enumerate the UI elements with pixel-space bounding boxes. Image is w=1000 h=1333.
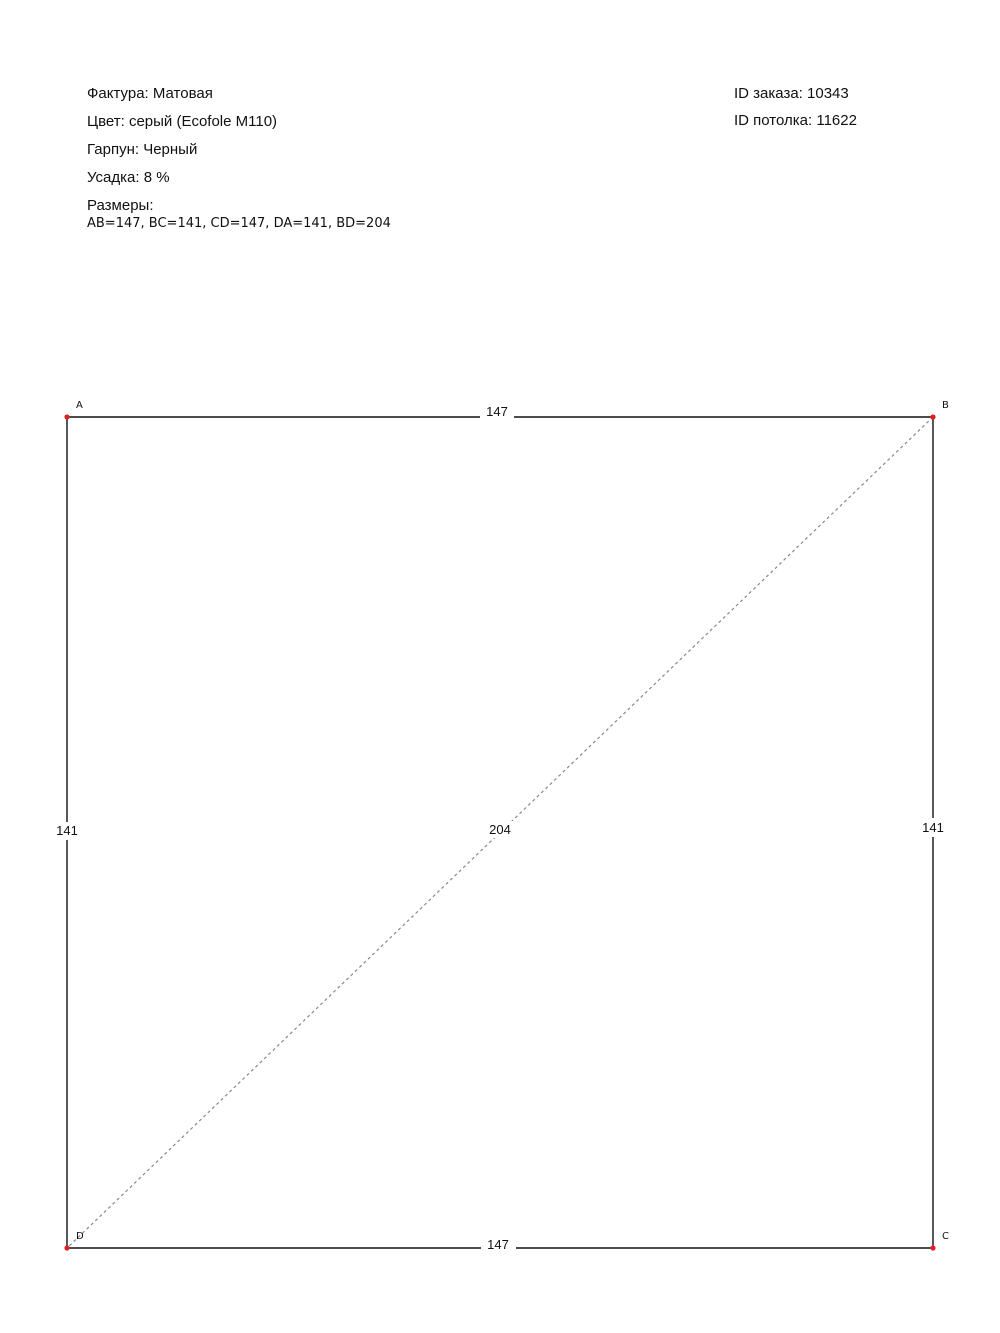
vertex-c-point	[930, 1245, 935, 1250]
edge-bc-label: 141	[922, 820, 944, 835]
ceiling-id-text: ID потолка: 11622	[734, 112, 857, 129]
vertex-b-label: B	[942, 400, 949, 411]
vertex-c-label: C	[942, 1231, 949, 1242]
diagonal-bd-label: 204	[489, 822, 511, 837]
shrinkage-text: Усадка: 8 %	[87, 169, 170, 186]
vertex-b-point	[930, 414, 935, 419]
texture-text: Фактура: Матовая	[87, 85, 213, 102]
sizes-title: Размеры:	[87, 197, 154, 214]
order-id-text: ID заказа: 10343	[734, 85, 849, 102]
vertex-a-label: A	[76, 400, 83, 411]
edge-da-label: 141	[56, 823, 78, 838]
sizes-value: AB=147, BC=141, CD=147, DA=141, BD=204	[87, 216, 391, 231]
vertex-a-point	[64, 414, 69, 419]
color-text: Цвет: серый (Ecofole M110)	[87, 113, 278, 130]
edge-cd-label: 147	[487, 1237, 509, 1252]
harpoon-text: Гарпун: Черный	[87, 141, 198, 158]
vertex-d-label: D	[76, 1231, 84, 1242]
vertex-d-point	[64, 1245, 69, 1250]
edge-ab-label: 147	[486, 404, 508, 419]
